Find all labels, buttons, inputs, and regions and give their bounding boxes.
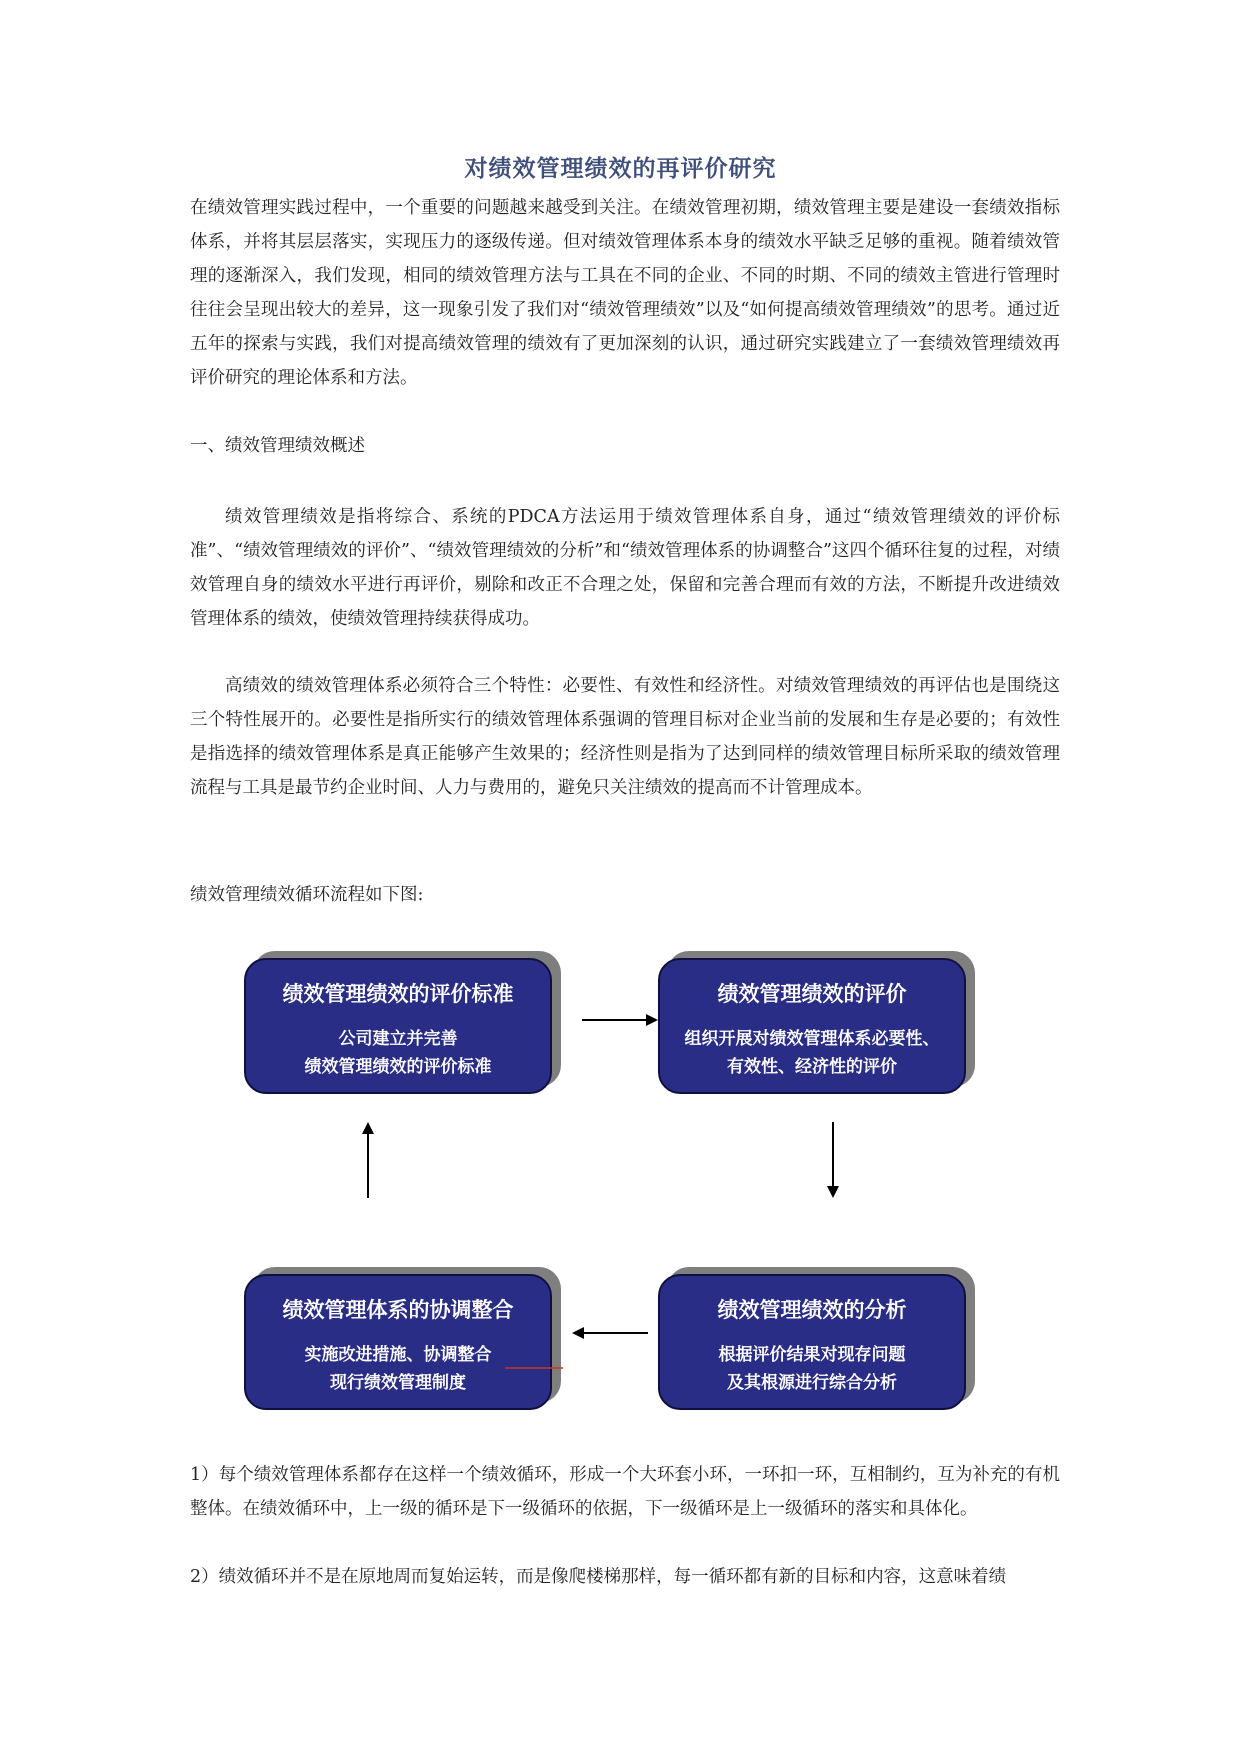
box-title: 绩效管理绩效的评价标准	[282, 982, 514, 1006]
point-one-paragraph: 1）每个绩效管理体系都存在这样一个绩效循环，形成一个大环套小环，一环扣一环，互相制约，互为补充的有机整体。在绩效循环中，上一级的循环是下一级循环的依据，下一级循环是上一级循环的落实和具体化。	[190, 1465, 1060, 1519]
section-heading: 一、绩效管理绩效概述	[190, 436, 365, 456]
arrow-up-icon	[358, 1120, 378, 1200]
box-evaluation-standard	[244, 958, 552, 1094]
arrow-right-icon	[580, 1010, 660, 1030]
characteristics-paragraph: 高绩效的绩效管理体系必须符合三个特性：必要性、有效性和经济性。对绩效管理绩效的再评估也是围绕这三个特性展开的。必要性是指所实行的绩效管理体系强调的管理目标对企业当前的发展和生存是必要的；有效性是指选择的绩效管理体系是真正能够产生效果的；经济性则是指为了达到同样的绩效管理目标所采取的绩效管理流程与工具是最节约企业时间、人力与费用的，避免只关注绩效的提高而不计管理成本。	[190, 676, 1060, 798]
box-description: 组织开展对绩效管理体系必要性、 有效性、经济性的评价	[684, 1029, 940, 1077]
box-description: 公司建立并完善 绩效管理绩效的评价标准	[304, 1029, 492, 1077]
box-description: 实施改进措施、协调整合 现行绩效管理制度	[304, 1345, 492, 1393]
box-evaluation	[658, 958, 966, 1094]
flow-intro-text: 绩效管理绩效循环流程如下图:	[190, 885, 424, 905]
box-title: 绩效管理绩效的分析	[717, 1298, 907, 1322]
intro-paragraph: 在绩效管理实践过程中，一个重要的问题越来越受到关注。在绩效管理初期，绩效管理主要是建设一套绩效指标体系，并将其层层落实，实现压力的逐级传递。但对绩效管理体系本身的绩效水平缺乏足够的重视。随着绩效管理的逐渐深入，我们发现，相同的绩效管理方法与工具在不同的企业、不同的时期、不同的绩效主管进行管理时往往会呈现出较大的差异，这一现象引发了我们对“绩效管理绩效”以及“如何提高绩效管理绩效”的思考。通过近五年的探索与实践，我们对提高绩效管理的绩效有了更加深刻的认识，通过研究实践建立了一套绩效管理绩效再评价研究的理论体系和方法。	[190, 198, 1060, 388]
box-title: 绩效管理体系的协调整合	[282, 1298, 514, 1322]
box-coordination	[244, 1274, 552, 1410]
arrow-down-icon	[823, 1120, 843, 1200]
definition-paragraph: 绩效管理绩效是指将综合、系统的PDCA方法运用于绩效管理体系自身，通过“绩效管理绩效的评价标准”、“绩效管理绩效的评价”、“绩效管理绩效的分析”和“绩效管理体系的协调整合”这四个循环往复的过程，对绩效管理自身的绩效水平进行再评价，剔除和改正不合理之处，保留和完善合理而有效的方法，不断提升改进绩效管理体系的绩效，使绩效管理持续获得成功。	[190, 507, 1060, 629]
box-analysis	[658, 1274, 966, 1410]
arrow-left-icon	[570, 1323, 650, 1343]
box-description: 根据评价结果对现存问题 及其根源进行综合分析	[718, 1345, 906, 1393]
box-title: 绩效管理绩效的评价	[717, 982, 907, 1006]
point-two-paragraph: 2）绩效循环并不是在原地周而复始运转，而是像爬楼梯那样，每一循环都有新的目标和内容，这意味着绩	[190, 1567, 1007, 1587]
performance-cycle-diagram	[220, 940, 1020, 1430]
red-underline-mark	[505, 1365, 565, 1371]
page-title: 对绩效管理绩效的再评价研究	[464, 155, 777, 182]
